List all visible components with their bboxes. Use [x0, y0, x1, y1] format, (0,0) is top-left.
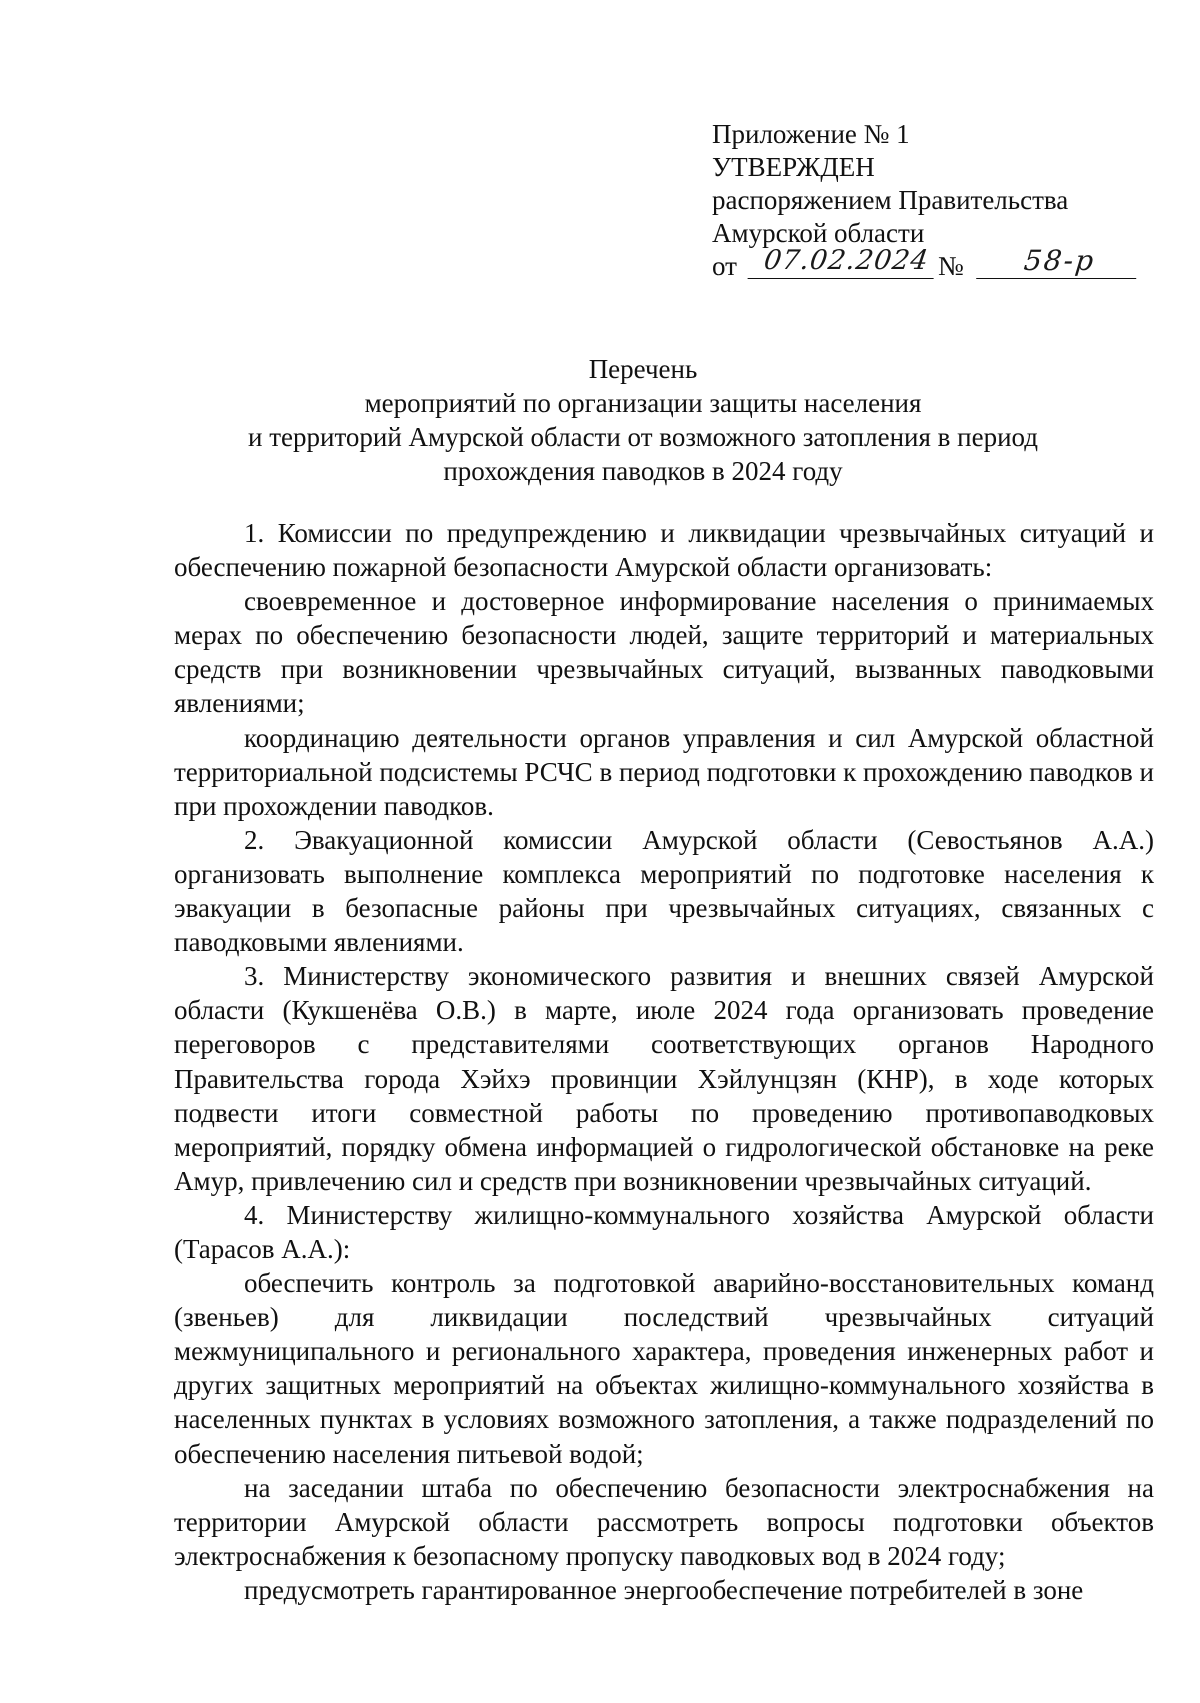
handwritten-date: 07.02.2024 [748, 244, 939, 279]
approval-region: Амурской области [712, 218, 925, 248]
paragraph-1-item-2: координацию деятельности органов управления и сил Амурской областной территориальной подсистемы РСЧС в период подготовки к прохождению паводков и при прохождении паводков. [174, 722, 1154, 821]
appendix-label: Приложение № 1 [712, 119, 910, 149]
title-line-3: и территорий Амурской области от возможного затопления в период [248, 422, 1038, 452]
approved-label: УТВЕРЖДЕН [712, 152, 875, 182]
paragraph-1-item-1: своевременное и достоверное информирование населения о принимаемых мерах по обеспечению безопасности людей, защите территорий и материальных средств при возникновении чрезвычайных ситуаций, вызванных паводковыми явлениями; [174, 586, 1154, 719]
approved-by-order: распоряжением Правительства [712, 185, 1069, 215]
paragraph-2: 2. Эвакуационной комиссии Амурской области (Севостьянов А.А.) организовать выполнение комплекса мероприятий по подготовке населения к эвакуации в безопасные районы при чрезвычайных ситуациях, связанных с паводковыми явлениями. [174, 824, 1154, 958]
paragraph-4-item-2: на заседании штаба по обеспечению безопасности электроснабжения на территории Амурской области рассмотреть вопросы подготовки объектов электроснабжения к безопасному пропуску паводковых вод в 2024 году; [174, 1472, 1154, 1571]
document-title [230, 352, 1056, 488]
paragraph-1: 1. Комиссии по предупреждению и ликвидации чрезвычайных ситуаций и обеспечению пожарной безопасности Амурской области организовать: [174, 518, 1154, 583]
title-line-4: прохождения паводков в 2024 году [443, 456, 843, 486]
handwritten-number: 58-р [976, 244, 1140, 279]
paragraph-3: 3. Министерству экономического развития и внешних связей Амурской области (Кукшенёва О.В.) в марте, июле 2024 года организовать проведение переговоров с представителями соответствующих органов Народного Правительства города Хэйхэ провинции Хэйлунцзян (КНР), в ходе которых подвести итоги совместной работы по проведению противопаводковых мероприятий, порядку обмена информацией о гидрологической обстановке на реке Амур, привлечению сил и средств при возникновении чрезвычайных ситуаций. [174, 961, 1154, 1196]
paragraph-4-item-3: предусмотреть гарантированное энергообеспечение потребителей в зоне [244, 1574, 1084, 1605]
date-prefix: от [712, 251, 737, 281]
approval-block [712, 118, 1152, 290]
number-sign: № [938, 251, 964, 281]
paragraph-4: 4. Министерству жилищно-коммунального хозяйства Амурской области (Тарасов А.А.): [174, 1199, 1154, 1264]
title-line-1: Перечень [588, 354, 698, 384]
document-body [174, 516, 1154, 1607]
approval-date-line [712, 244, 1152, 290]
paragraph-4-item-1: обеспечить контроль за подготовкой аварийно-восстановительных команд (звеньев) для ликвидации последствий чрезвычайных ситуаций межмуниципального и регионального характера, проведения инженерных работ и других защитных мероприятий на объектах жилищно-коммунального хозяйства в населенных пунктах в условиях возможного затопления, а также подразделений по обеспечению населения питьевой водой; [174, 1268, 1154, 1469]
title-line-2: мероприятий по организации защиты населения [364, 388, 922, 418]
